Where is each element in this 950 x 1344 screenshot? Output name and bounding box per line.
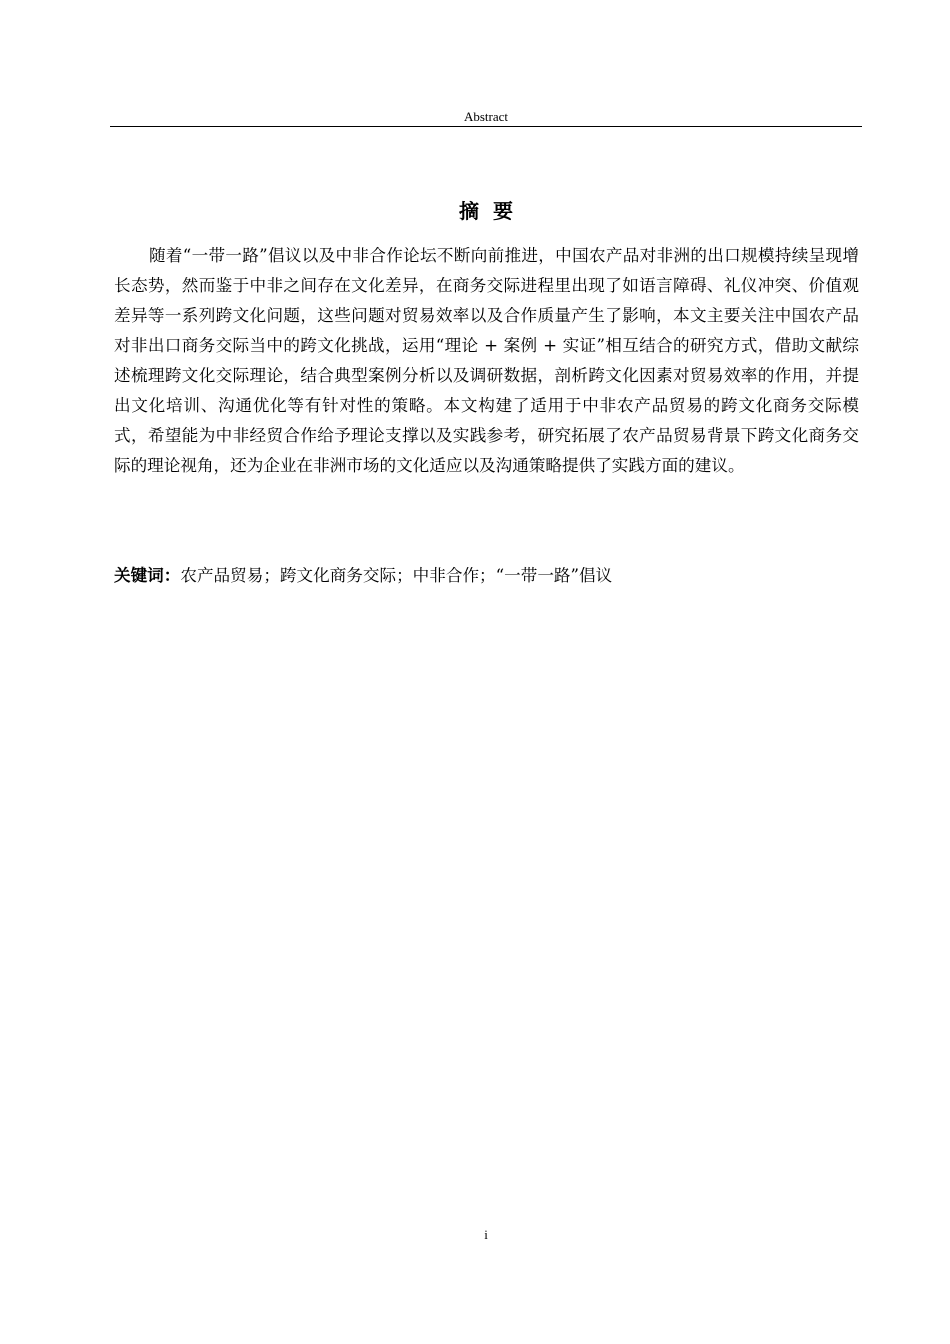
abstract-title: 摘要 — [459, 199, 527, 223]
running-header: Abstract — [463, 109, 509, 124]
header-divider — [110, 126, 862, 127]
keywords-label: 关键词： — [114, 566, 181, 585]
page-number: i — [484, 1227, 488, 1242]
keywords-line — [114, 561, 859, 591]
keywords-text: 农产品贸易；跨文化商务交际；中非合作；“一带一路”倡议 — [180, 566, 613, 585]
abstract-body: 随着“一带一路”倡议以及中非合作论坛不断向前推进，中国农产品对非洲的出口规模持续呈现增长态势，然而鉴于中非之间存在文化差异，在商务交际进程里出现了如语言障碍、礼仪冲突、价值观差异等一系列跨文化问题，这些问题对贸易效率以及合作质量产生了影响，本文主要关注中国农产品对非出口商务交际当中的跨文化挑战，运用“理论 + 案例 + 实证”相互结合的研究方式，借助文献综述梳理跨文化交际理论，结合典型案例分析以及调研数据，剖析跨文化因素对贸易效率的作用，并提出文化培训、沟通优化等有针对性的策略。本文构建了适用于中非农产品贸易的跨文化商务交际模式，希望能为中非经贸合作给予理论支撑以及实践参考，研究拓展了农产品贸易背景下跨文化商务交际的理论视角，还为企业在非洲市场的文化适应以及沟通策略提供了实践方面的建议。 — [114, 246, 859, 475]
